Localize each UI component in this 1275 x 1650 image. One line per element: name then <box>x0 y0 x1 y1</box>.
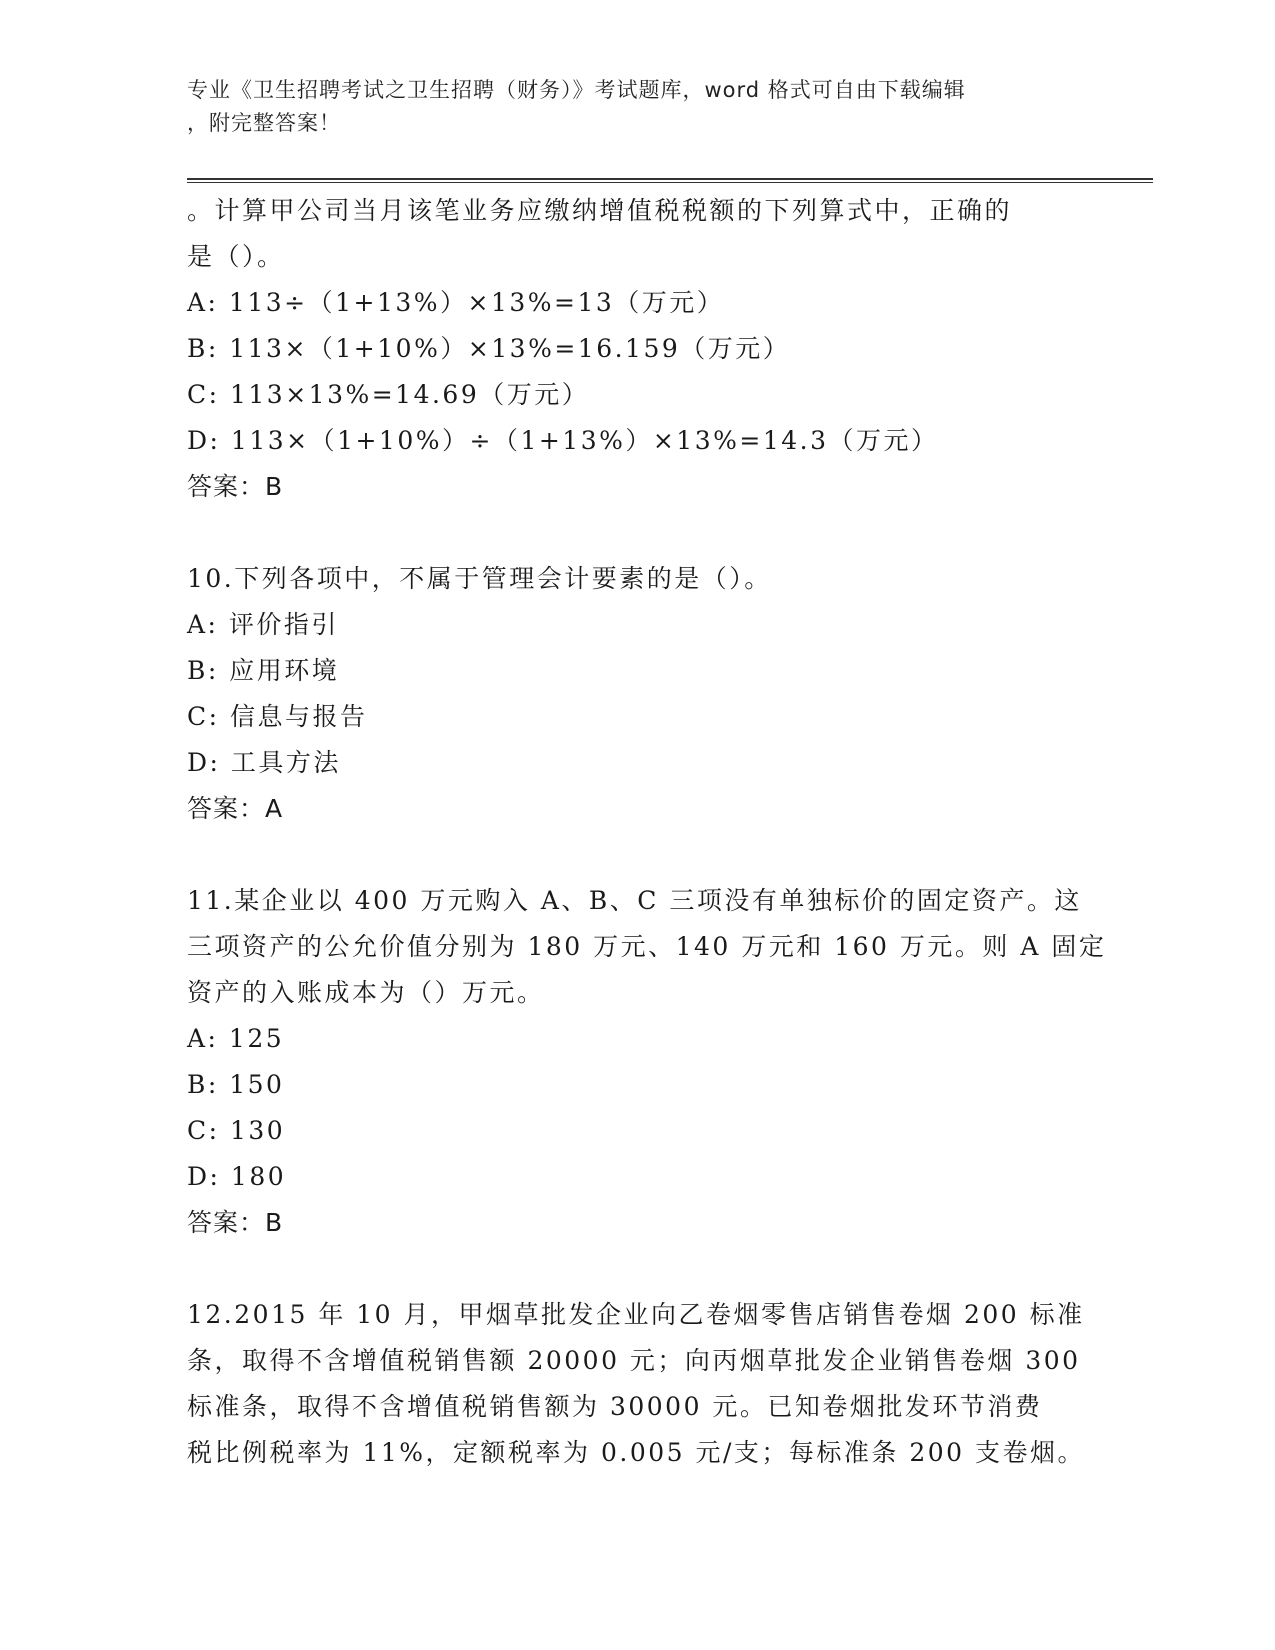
spacer <box>187 510 1087 556</box>
answer-label: 答案：B <box>187 472 284 501</box>
option-a: A: 113÷（1+13%）×13%=13（万元） <box>187 288 725 317</box>
option-a: A: 评价指引 <box>187 610 339 639</box>
option-d: D: 113×（1+10%）÷（1+13%）×13%=14.3（万元） <box>187 426 939 455</box>
option-b: B: 113×（1+10%）×13%=16.159（万元） <box>187 334 791 363</box>
option-b: B: 应用环境 <box>187 656 340 685</box>
question-text-line: 税比例税率为 11%，定额税率为 0.005 元/支；每标准条 200 支卷烟。 <box>187 1438 1086 1467</box>
option-a: A: 125 <box>187 1024 285 1053</box>
question-text-line: 资产的入账成本为（）万元。 <box>187 978 545 1007</box>
option-b: B: 150 <box>187 1070 285 1099</box>
document-header <box>187 74 1067 140</box>
spacer <box>187 1246 1087 1292</box>
answer-label: 答案：A <box>187 794 284 823</box>
option-c: C: 信息与报告 <box>187 702 368 731</box>
option-d: D: 180 <box>187 1162 287 1191</box>
header-line-1: 专业《卫生招聘考试之卫生招聘（财务）》考试题库，word 格式可自由下载编辑 <box>187 78 966 102</box>
question-text-line: 是（）。 <box>187 242 285 271</box>
question-text-line: 三项资产的公允价值分别为 180 万元、140 万元和 160 万元。则 A 固定 <box>187 932 1107 961</box>
question-text-line: 11.某企业以 400 万元购入 A、B、C 三项没有单独标价的固定资产。这 <box>187 886 1082 915</box>
header-divider <box>187 178 1153 183</box>
question-text-line: 12.2015 年 10 月，甲烟草批发企业向乙卷烟零售店销售卷烟 200 标准 <box>187 1300 1085 1329</box>
question-12 <box>187 1292 1087 1476</box>
question-11 <box>187 878 1107 1246</box>
question-text-line: 条，取得不含增值税销售额 20000 元；向丙烟草批发企业销售卷烟 300 <box>187 1346 1081 1375</box>
question-text-line: 标准条，取得不含增值税销售额为 30000 元。已知卷烟批发环节消费 <box>187 1392 1043 1421</box>
header-line-2: ，附完整答案！ <box>187 111 341 135</box>
option-c: C: 113×13%=14.69（万元） <box>187 380 590 409</box>
spacer <box>187 832 1087 878</box>
answer-label: 答案：B <box>187 1208 284 1237</box>
question-9 <box>187 188 1087 510</box>
question-text-line: 10.下列各项中，不属于管理会计要素的是（）。 <box>187 564 772 593</box>
question-list <box>187 188 1107 1476</box>
option-d: D: 工具方法 <box>187 748 341 777</box>
question-text-line: 。计算甲公司当月该笔业务应缴纳增值税税额的下列算式中，正确的 <box>187 196 1013 225</box>
option-c: C: 130 <box>187 1116 286 1145</box>
question-10 <box>187 556 1087 832</box>
